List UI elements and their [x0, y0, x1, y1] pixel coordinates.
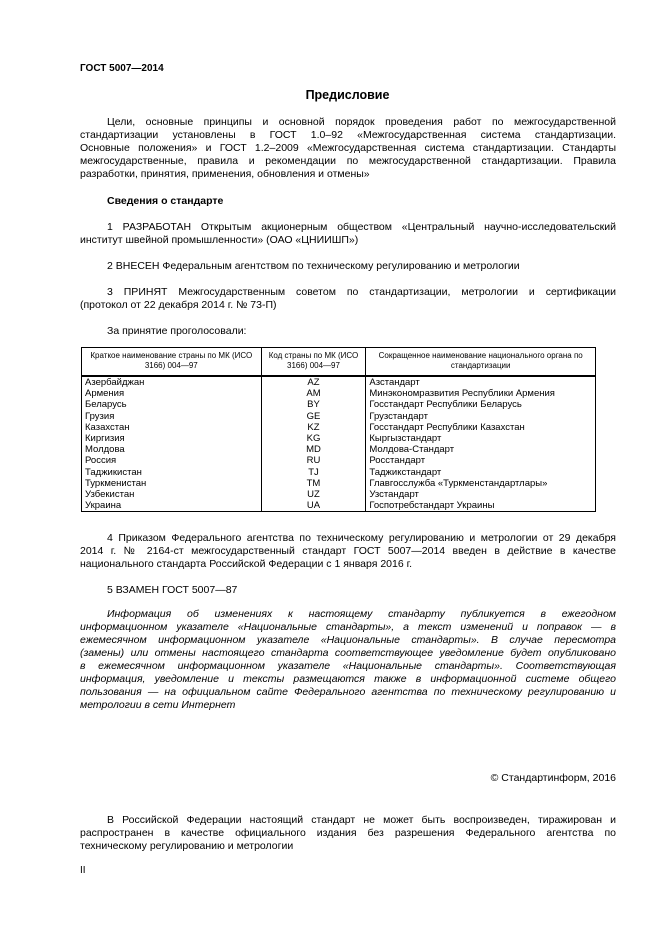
table-row — [82, 467, 596, 478]
table-body — [82, 376, 596, 512]
cell-body: Госпотребстандарт Украины — [366, 500, 596, 512]
cell-body: Госстандарт Республики Беларусь — [366, 399, 596, 410]
item-5: 5 ВЗАМЕН ГОСТ 5007—87 — [107, 584, 238, 596]
item-4-line: национального стандарта Российской Федерации с 1 января 2016 г. — [80, 558, 413, 570]
cell-code: MD — [261, 444, 366, 455]
cell-country: Таджикистан — [82, 467, 262, 478]
cell-body: Таджикстандарт — [366, 467, 596, 478]
info-line: информация, уведомление и тексты размещаются также в информационной системе общего — [80, 673, 616, 685]
item-1-line: институт швейной промышленности» (ОАО «ЦНИИШП») — [80, 234, 359, 246]
table-row — [82, 422, 596, 433]
info-line: ежемесячном информационном указателе «Национальные стандарты». В случае пересмотра — [80, 634, 616, 646]
cell-code: UZ — [261, 489, 366, 500]
table-row — [82, 376, 596, 388]
info-line: Информация об изменениях к настоящему стандарту публикуется в ежегодном — [107, 608, 616, 620]
cell-country: Казахстан — [82, 422, 262, 433]
cell-code: TM — [261, 478, 366, 489]
cell-country: Армения — [82, 388, 262, 399]
column-header-country: Краткое наименование страны по МК (ИСО 3166) 004—97 — [82, 348, 262, 377]
cell-body: Росстандарт — [366, 455, 596, 466]
item-3-line: 3 ПРИНЯТ Межгосударственным советом по стандартизации, метрологии и сертификации — [107, 286, 616, 298]
info-line: в ежемесячном информационном указателе «Национальные стандарты». Соответствующая — [80, 660, 616, 672]
cell-code: KG — [261, 433, 366, 444]
voted-label: За принятие проголосовали: — [107, 325, 247, 337]
cell-code: BY — [261, 399, 366, 410]
cell-body: Молдова-Стандарт — [366, 444, 596, 455]
voting-table — [81, 347, 596, 512]
cell-body: Минэкономразвития Республики Армения — [366, 388, 596, 399]
copyright: © Стандартинформ, 2016 — [490, 772, 616, 784]
item-1-line: 1 РАЗРАБОТАН Открытым акционерным обществом «Центральный научно-исследовательский — [107, 221, 616, 233]
page-number: II — [80, 865, 86, 876]
column-header-code: Код страны по МК (ИСО 3166) 004—97 — [261, 348, 366, 377]
intro-line: Цели, основные принципы и основной порядок проведения работ по межгосударственной — [107, 116, 616, 128]
table-row — [82, 433, 596, 444]
document-code: ГОСТ 5007—2014 — [80, 63, 164, 74]
table-row — [82, 444, 596, 455]
table-row — [82, 489, 596, 500]
cell-code: RU — [261, 455, 366, 466]
table-row — [82, 455, 596, 466]
footer-line: распространен в качестве официального издания без разрешения Федерального агентства по — [80, 827, 616, 839]
cell-code: TJ — [261, 467, 366, 478]
table-row — [82, 478, 596, 489]
cell-country: Молдова — [82, 444, 262, 455]
page-title: Предисловие — [305, 88, 390, 102]
table-row — [82, 388, 596, 399]
cell-body: Узстандарт — [366, 489, 596, 500]
intro-line: Основные положения» и ГОСТ 1.2–2009 «Межгосударственная система стандартизации. Стандарты — [80, 142, 616, 154]
intro-line: разработки, принятия, применения, обновления и отмены» — [80, 168, 370, 180]
info-line: (замены) или отмены настоящего стандарта соответствующее уведомление будет опубликовано — [80, 647, 616, 659]
info-line: метрологии в сети Интернет — [80, 699, 236, 711]
info-line: информационном указателе «Национальные стандарты», а текст изменений и поправок — в — [80, 621, 616, 633]
cell-code: KZ — [261, 422, 366, 433]
table-row — [82, 411, 596, 422]
intro-line: межгосударственные, правила и рекомендации по межгосударственной стандартизации. Правила — [80, 155, 616, 167]
section-subheading: Сведения о стандарте — [107, 195, 224, 207]
item-2: 2 ВНЕСЕН Федеральным агентством по техническому регулированию и метрологии — [107, 260, 520, 272]
table-row — [82, 399, 596, 410]
footer-line: В Российской Федерации настоящий стандарт не может быть воспроизведен, тиражирован и — [107, 814, 616, 826]
table-row — [82, 500, 596, 512]
cell-country: Беларусь — [82, 399, 262, 410]
footer-line: техническому регулированию и метрологии — [80, 840, 294, 852]
cell-body: Кыргызстандарт — [366, 433, 596, 444]
cell-country: Россия — [82, 455, 262, 466]
cell-country: Киргизия — [82, 433, 262, 444]
cell-body: Главгосслужба «Туркменстандартлары» — [366, 478, 596, 489]
cell-country: Узбекистан — [82, 489, 262, 500]
cell-country: Грузия — [82, 411, 262, 422]
cell-code: AZ — [261, 376, 366, 388]
item-4-line: 4 Приказом Федерального агентства по техническому регулированию и метрологии от 29 декабря — [107, 532, 616, 544]
cell-body: Госстандарт Республики Казахстан — [366, 422, 596, 433]
cell-code: GE — [261, 411, 366, 422]
item-3-line: (протокол от 22 декабря 2014 г. № 73-П) — [80, 299, 277, 311]
info-line: пользования — на официальном сайте Федерального агентства по техническому регулированию и — [80, 686, 616, 698]
cell-country: Украина — [82, 500, 262, 512]
cell-code: UA — [261, 500, 366, 512]
column-header-body: Сокращенное наименование национального органа по стандартизации — [366, 348, 596, 377]
cell-code: AM — [261, 388, 366, 399]
cell-country: Азербайджан — [82, 376, 262, 388]
cell-country: Туркменистан — [82, 478, 262, 489]
table-header-row — [82, 348, 596, 377]
item-4-line: 2014 г. № 2164-ст межгосударственный стандарт ГОСТ 5007—2014 введен в действие в качестве — [80, 545, 616, 557]
cell-body: Грузстандарт — [366, 411, 596, 422]
intro-line: стандартизации установлены в ГОСТ 1.0–92 «Межгосударственная система стандартизации. — [80, 129, 616, 141]
cell-body: Азстандарт — [366, 376, 596, 388]
